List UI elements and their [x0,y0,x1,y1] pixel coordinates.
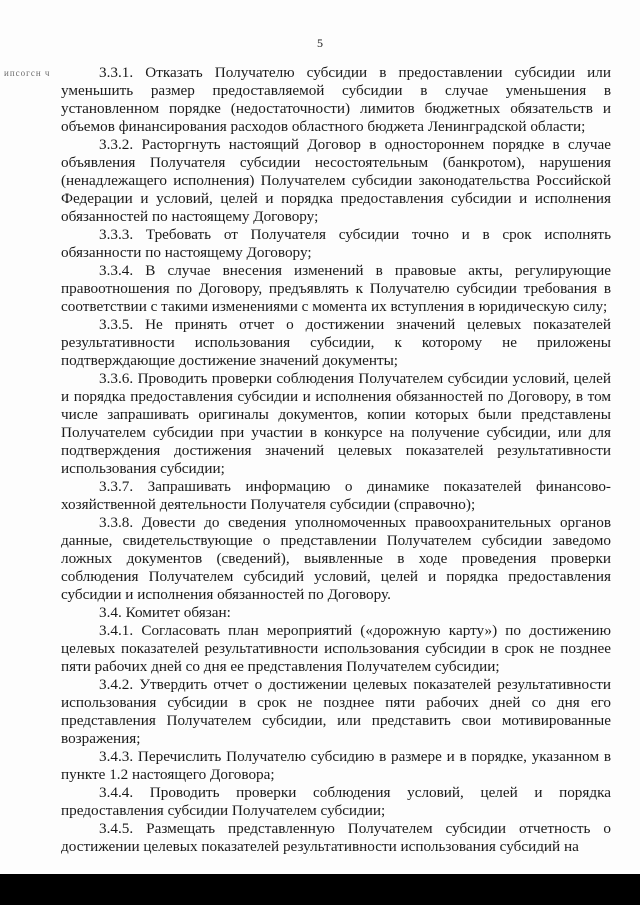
document-body [61,64,611,856]
paragraph-3-4: 3.4. Комитет обязан: [99,604,231,621]
margin-note: ипсогсн ч [4,68,51,78]
scan-edge-band [0,874,640,905]
paragraph-3-3-2: 3.3.2. Расторгнуть настоящий Договор в одностороннем порядке в случае объявления Получателя субсидии несостоятельным (банкротом), нарушения (ненадлежащего исполнения) Получателем субсидии законодательства Российской Федерации и условий, целей и порядка предоставления субсидии и исполнения обязанностей по настоящему Договору; [61,136,611,225]
paragraph-3-3-3: 3.3.3. Требовать от Получателя субсидии точно и в срок исполнять обязанности по настоящему Договору; [61,226,611,261]
page-number: 5 [317,36,323,50]
paragraph-3-3-5: 3.3.5. Не принять отчет о достижении значений целевых показателей результативности использования субсидии, к которому не приложены подтверждающие достижение значений документы; [61,316,611,369]
paragraph-3-4-1: 3.4.1. Согласовать план мероприятий («дорожную карту») по достижению целевых показателей результативности использования субсидии в срок не позднее пяти рабочих дней со дня ее представления Получателем субсидии; [61,622,611,675]
paragraph-3-4-4: 3.4.4. Проводить проверки соблюдения условий, целей и порядка предоставления субсидии Получателем субсидии; [61,784,611,819]
paragraph-3-4-3: 3.4.3. Перечислить Получателю субсидию в размере и в порядке, указанном в пункте 1.2 настоящего Договора; [61,748,611,783]
paragraph-3-4-2: 3.4.2. Утвердить отчет о достижении целевых показателей результативности использования субсидии в срок не позднее пяти рабочих дней со дня его представления Получателем субсидии, или представить свои мотивированные возражения; [61,676,611,747]
paragraph-3-3-6: 3.3.6. Проводить проверки соблюдения Получателем субсидии условий, целей и порядка предоставления субсидии и исполнения обязанностей по Договору, в том числе запрашивать оригиналы документов, копии которых были представлены Получателем субсидии при участии в конкурсе на получение субсидии, или для подтверждения достижения значений целевых показателей результативности использования субсидии; [61,370,611,477]
paragraph-3-3-4: 3.3.4. В случае внесения изменений в правовые акты, регулирующие правоотношения по Договору, предъявлять к Получателю субсидии требования в соответствии с такими изменениями с момента их вступления в юридическую силу; [61,262,611,315]
paragraph-3-4-5: 3.4.5. Размещать представленную Получателем субсидии отчетность о достижении целевых показателей результативности использования субсидий на [61,820,611,855]
paragraph-3-3-8: 3.3.8. Довести до сведения уполномоченных правоохранительных органов данные, свидетельствующие о представлении Получателем субсидии заведомо ложных документов (сведений), выявленные в ходе проведения проверки соблюдения Получателем субсидий условий, целей и порядка предоставления субсидии и исполнения обязанностей по Договору. [61,514,611,603]
paragraph-3-3-7: 3.3.7. Запрашивать информацию о динамике показателей финансово-хозяйственной деятельности Получателя субсидии (справочно); [61,478,611,513]
paragraph-3-3-1: 3.3.1. Отказать Получателю субсидии в предоставлении субсидии или уменьшить размер предоставляемой субсидии в случае уменьшения в установленном порядке (недостаточности) лимитов бюджетных обязательств и объемов финансирования расходов областного бюджета Ленинградской области; [61,64,611,135]
